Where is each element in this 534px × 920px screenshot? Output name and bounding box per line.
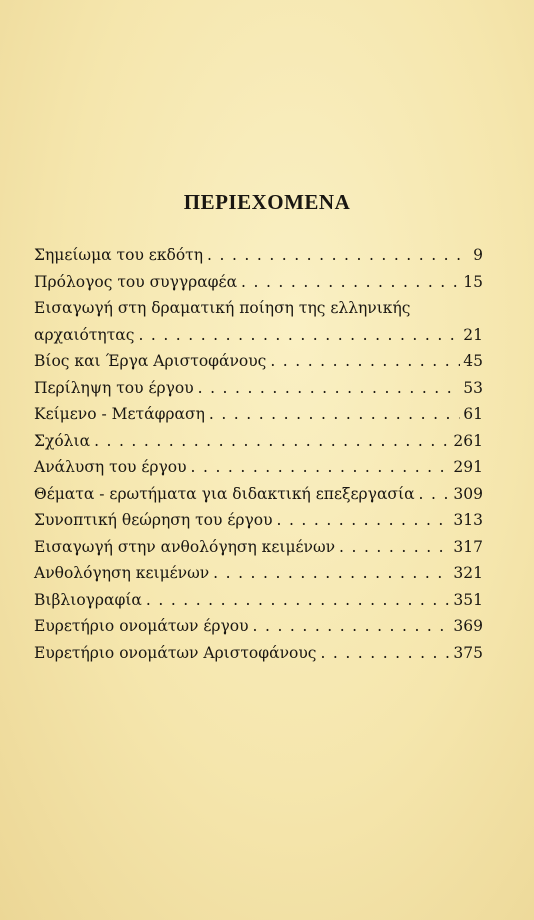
toc-entry [34, 507, 483, 534]
toc-entry-title: αρχαιότητας [34, 325, 135, 344]
toc-entry-title: Περίληψη του έργου [34, 378, 194, 397]
dot-leader [419, 481, 451, 508]
toc-entry-title: Πρόλογος του συγγραφέα [34, 272, 238, 291]
dot-leader [339, 534, 450, 561]
toc-entry [34, 348, 483, 375]
toc-entry [34, 640, 483, 667]
toc-entry [34, 322, 483, 349]
toc-entry-title: Ευρετήριο ονομάτων Αριστοφάνους [34, 643, 317, 662]
toc-entry [34, 269, 483, 296]
toc-entry-title: Κείμενο - Μετάφραση [34, 405, 205, 423]
toc-entry-title: Σχόλια [34, 431, 91, 450]
toc-entry-page: 45 [463, 352, 483, 370]
page-title: ΠΕΡΙΕΧΟΜΕΝΑ [183, 190, 351, 214]
toc-entry [34, 375, 483, 402]
toc-entry-title-line1: Εισαγωγή στη δραματική ποίηση της ελληνικής [34, 299, 411, 317]
dot-leader [198, 375, 461, 402]
dot-leader [213, 560, 450, 587]
toc-entry-page: 15 [463, 272, 483, 291]
dot-leader [270, 348, 460, 375]
dot-leader [207, 242, 470, 269]
dot-leader [277, 507, 451, 534]
toc-entry [34, 428, 483, 455]
toc-entry-title: Ανθολόγηση κειμένων [34, 564, 210, 582]
dot-leader [320, 640, 450, 667]
toc-entry-page: 291 [453, 458, 483, 476]
toc-entry [34, 242, 483, 269]
dot-leader [146, 587, 451, 614]
dot-leader [209, 401, 460, 428]
toc-entry-page: 317 [453, 537, 483, 556]
toc-entry [34, 481, 483, 508]
toc-entry-page: 369 [453, 617, 483, 635]
dot-leader [253, 613, 451, 640]
toc-entry-title: Βίος και Έργα Αριστοφάνους [34, 352, 267, 370]
toc-entry-title: Βιβλιογραφία [34, 590, 142, 609]
toc-entry-title: Θέματα - ερωτήματα για διδακτική επεξεργασία [34, 484, 415, 503]
toc-entry-title: Σημείωμα του εκδότη [34, 246, 204, 264]
toc-entry-page: 261 [453, 431, 483, 450]
toc-entry-page: 53 [463, 378, 483, 397]
toc-entry-page: 309 [453, 484, 483, 503]
toc-entry [34, 560, 483, 587]
toc-entry-page: 21 [463, 325, 483, 344]
dot-leader [191, 454, 451, 481]
dot-leader [241, 269, 460, 296]
toc-entry [34, 587, 483, 614]
toc-entry-page: 375 [453, 643, 483, 662]
toc-entry-title: Εισαγωγή στην ανθολόγηση κειμένων [34, 537, 336, 556]
toc-entry [34, 534, 483, 561]
toc-entry [34, 613, 483, 640]
dot-leader [94, 428, 450, 455]
toc-entry-page: 351 [453, 590, 483, 609]
toc-entry-page: 9 [473, 246, 483, 264]
toc-entry-page: 61 [463, 405, 483, 423]
toc-entry-page: 321 [453, 564, 483, 582]
toc-entry-title: Ευρετήριο ονομάτων έργου [34, 617, 249, 635]
dot-leader [138, 322, 460, 349]
toc-entry-title: Συνοπτική θεώρηση του έργου [34, 511, 273, 529]
toc-entry-title: Ανάλυση του έργου [34, 458, 187, 476]
toc-entry [34, 401, 483, 428]
toc-entry [34, 454, 483, 481]
toc-entry-page: 313 [453, 511, 483, 529]
table-of-contents [34, 242, 483, 666]
